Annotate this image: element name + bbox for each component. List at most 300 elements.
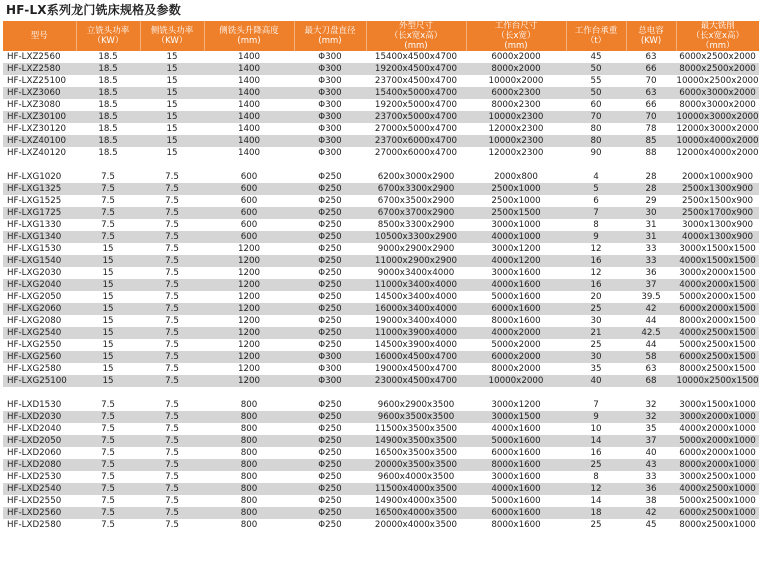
table-cell: 19200x4500x4700 bbox=[366, 63, 466, 75]
table-cell: 15 bbox=[76, 339, 140, 351]
table-cell: 88 bbox=[626, 147, 676, 159]
table-cell: 5000x2000x1000 bbox=[676, 435, 759, 447]
table-row bbox=[3, 375, 759, 387]
table-cell: 4000x1500x1500 bbox=[676, 255, 759, 267]
table-cell: Φ250 bbox=[294, 303, 366, 315]
table-cell: 7 bbox=[566, 207, 626, 219]
group-separator bbox=[3, 387, 759, 399]
table-cell: 6000x1600 bbox=[466, 507, 566, 519]
table-cell: 4 bbox=[566, 171, 626, 183]
table-cell: 18 bbox=[566, 507, 626, 519]
model-cell: HF-LXD2540 bbox=[3, 483, 76, 495]
table-cell: 16500x4000x3500 bbox=[366, 507, 466, 519]
model-cell: HF-LXG1540 bbox=[3, 255, 76, 267]
table-cell: Φ250 bbox=[294, 495, 366, 507]
column-header-label: 最大刀盘直径 bbox=[304, 26, 356, 36]
table-cell: 44 bbox=[626, 315, 676, 327]
table-cell: 4000x2500x1500 bbox=[676, 327, 759, 339]
column-header-label: 总电容 bbox=[638, 26, 664, 36]
table-cell: 12000x2300 bbox=[466, 147, 566, 159]
column-header bbox=[626, 21, 676, 51]
column-header-sublabel: （KW） bbox=[92, 36, 124, 46]
table-cell: 7.5 bbox=[140, 303, 204, 315]
table-cell: 5000x2500x1500 bbox=[676, 339, 759, 351]
table-cell: 15 bbox=[76, 315, 140, 327]
table-cell: 5000x1600 bbox=[466, 495, 566, 507]
table-cell: 800 bbox=[204, 423, 294, 435]
column-header bbox=[76, 21, 140, 51]
table-cell: 3000x1200 bbox=[466, 243, 566, 255]
table-cell: 15 bbox=[76, 375, 140, 387]
table-cell: 33 bbox=[626, 243, 676, 255]
table-cell: 55 bbox=[566, 75, 626, 87]
table-cell: 14500x3400x4000 bbox=[366, 291, 466, 303]
model-cell: HF-LXG2040 bbox=[3, 279, 76, 291]
table-cell: 7.5 bbox=[140, 231, 204, 243]
table-cell: 21 bbox=[566, 327, 626, 339]
table-cell: 800 bbox=[204, 447, 294, 459]
table-cell: 25 bbox=[566, 303, 626, 315]
table-cell: 2000x1000x900 bbox=[676, 171, 759, 183]
table-cell: Φ300 bbox=[294, 351, 366, 363]
page-title: HF-LX系列龙门铣床规格及参数 bbox=[6, 3, 181, 17]
table-cell: 80 bbox=[566, 123, 626, 135]
table-cell: 1400 bbox=[204, 99, 294, 111]
table-cell: 16 bbox=[566, 447, 626, 459]
table-cell: 7.5 bbox=[140, 195, 204, 207]
column-header bbox=[676, 21, 759, 51]
column-header-unit: (mm) bbox=[404, 41, 428, 51]
table-cell: 7.5 bbox=[140, 375, 204, 387]
table-cell: 12 bbox=[566, 243, 626, 255]
table-cell: 1200 bbox=[204, 255, 294, 267]
table-cell: 6000x2500x2000 bbox=[676, 51, 759, 63]
column-header-label: 侧铣头升降高度 bbox=[219, 26, 279, 36]
table-cell: 11500x4000x3500 bbox=[366, 483, 466, 495]
table-cell: 2000x800 bbox=[466, 171, 566, 183]
table-cell: 80 bbox=[566, 135, 626, 147]
table-cell: 1200 bbox=[204, 351, 294, 363]
table-cell: Φ250 bbox=[294, 435, 366, 447]
table-cell: 7.5 bbox=[140, 243, 204, 255]
table-cell: 800 bbox=[204, 507, 294, 519]
table-cell: 7.5 bbox=[140, 411, 204, 423]
table-row bbox=[3, 219, 759, 231]
table-cell: 42 bbox=[626, 303, 676, 315]
table-cell: 18.5 bbox=[76, 75, 140, 87]
table-cell: 600 bbox=[204, 195, 294, 207]
table-row bbox=[3, 171, 759, 183]
table-cell: 3000x1500x1000 bbox=[676, 399, 759, 411]
table-cell: 27000x6000x4700 bbox=[366, 147, 466, 159]
table-cell: 19000x4500x4700 bbox=[366, 363, 466, 375]
table-cell: 4000x1600 bbox=[466, 483, 566, 495]
table-cell: 18.5 bbox=[76, 99, 140, 111]
table-cell: 70 bbox=[626, 75, 676, 87]
table-cell: 7.5 bbox=[140, 399, 204, 411]
table-cell: 60 bbox=[566, 99, 626, 111]
table-cell: 600 bbox=[204, 171, 294, 183]
table-cell: 3000x1000 bbox=[466, 219, 566, 231]
table-cell: 8000x2500x1000 bbox=[676, 519, 759, 531]
table-cell: 18.5 bbox=[76, 51, 140, 63]
table-cell: 8000x2000x1000 bbox=[676, 459, 759, 471]
table-cell: 11500x3500x3500 bbox=[366, 423, 466, 435]
table-cell: 1200 bbox=[204, 279, 294, 291]
table-cell: Φ250 bbox=[294, 339, 366, 351]
table-cell: 18.5 bbox=[76, 135, 140, 147]
table-cell: 3000x1600 bbox=[466, 267, 566, 279]
table-cell: 6700x3700x2900 bbox=[366, 207, 466, 219]
table-cell: Φ250 bbox=[294, 327, 366, 339]
model-cell: HF-LXZ30100 bbox=[3, 111, 76, 123]
table-cell: 1200 bbox=[204, 315, 294, 327]
table-cell: 15 bbox=[140, 99, 204, 111]
table-cell: Φ250 bbox=[294, 315, 366, 327]
table-cell: 35 bbox=[626, 423, 676, 435]
table-cell: 4000x1000 bbox=[466, 231, 566, 243]
table-cell: 15 bbox=[140, 135, 204, 147]
table-cell: 15 bbox=[140, 147, 204, 159]
group-separator bbox=[3, 159, 759, 171]
table-cell: 7.5 bbox=[140, 447, 204, 459]
table-cell: 5000x1600 bbox=[466, 291, 566, 303]
column-header-label: 最大铣削 bbox=[700, 21, 735, 31]
table-cell: Φ250 bbox=[294, 219, 366, 231]
column-header bbox=[140, 21, 204, 51]
table-cell: 18.5 bbox=[76, 87, 140, 99]
table-cell: 14900x4000x3500 bbox=[366, 495, 466, 507]
table-cell: 6200x3000x2900 bbox=[366, 171, 466, 183]
table-cell: 1200 bbox=[204, 363, 294, 375]
table-cell: 28 bbox=[626, 183, 676, 195]
table-cell: 15400x5000x4700 bbox=[366, 87, 466, 99]
table-row bbox=[3, 255, 759, 267]
table-cell: 14900x3500x3500 bbox=[366, 435, 466, 447]
table-cell: 6000x2000x1500 bbox=[676, 303, 759, 315]
table-cell: 9600x3500x3500 bbox=[366, 411, 466, 423]
model-cell: HF-LXZ40100 bbox=[3, 135, 76, 147]
table-cell: 10000x2000 bbox=[466, 375, 566, 387]
table-cell: 2500x1300x900 bbox=[676, 183, 759, 195]
table-cell: Φ300 bbox=[294, 111, 366, 123]
table-cell: 7.5 bbox=[140, 183, 204, 195]
table-cell: 32 bbox=[626, 399, 676, 411]
table-cell: 39.5 bbox=[626, 291, 676, 303]
table-cell: Φ250 bbox=[294, 255, 366, 267]
model-cell: HF-LXG2580 bbox=[3, 363, 76, 375]
table-cell: Φ250 bbox=[294, 243, 366, 255]
column-header bbox=[466, 21, 566, 51]
table-header-row bbox=[3, 21, 759, 51]
table-cell: 4000x2500x1000 bbox=[676, 483, 759, 495]
table-cell: 7.5 bbox=[140, 483, 204, 495]
table-cell: 15 bbox=[140, 111, 204, 123]
table-cell: 36 bbox=[626, 483, 676, 495]
model-cell: HF-LXZ2580 bbox=[3, 63, 76, 75]
table-cell: 43 bbox=[626, 459, 676, 471]
table-cell: 16000x4500x4700 bbox=[366, 351, 466, 363]
column-header bbox=[204, 21, 294, 51]
table-cell: 78 bbox=[626, 123, 676, 135]
table-cell: 3000x1500 bbox=[466, 411, 566, 423]
table-cell: 5000x1600 bbox=[466, 435, 566, 447]
table-cell: Φ250 bbox=[294, 279, 366, 291]
table-row bbox=[3, 267, 759, 279]
table-cell: Φ300 bbox=[294, 87, 366, 99]
table-cell: 1400 bbox=[204, 135, 294, 147]
table-cell: 2500x1700x900 bbox=[676, 207, 759, 219]
table-cell: 7.5 bbox=[140, 471, 204, 483]
table-row bbox=[3, 147, 759, 159]
model-cell: HF-LXZ30120 bbox=[3, 123, 76, 135]
model-cell: HF-LXG2540 bbox=[3, 327, 76, 339]
table-cell: 33 bbox=[626, 255, 676, 267]
table-cell: 7.5 bbox=[76, 447, 140, 459]
model-cell: HF-LXG1725 bbox=[3, 207, 76, 219]
table-cell: Φ300 bbox=[294, 75, 366, 87]
table-cell: 19000x3400x4000 bbox=[366, 315, 466, 327]
table-cell: 3000x1300x900 bbox=[676, 219, 759, 231]
table-cell: 8000x2000x1500 bbox=[676, 315, 759, 327]
table-cell: 63 bbox=[626, 87, 676, 99]
table-cell: 1200 bbox=[204, 243, 294, 255]
table-row bbox=[3, 207, 759, 219]
table-row bbox=[3, 231, 759, 243]
table-cell: 7.5 bbox=[140, 519, 204, 531]
table-row bbox=[3, 195, 759, 207]
column-header-label: 立铣头功率 bbox=[86, 26, 130, 36]
column-header-label: 外型尺寸 bbox=[398, 21, 433, 31]
table-cell: 9000x2900x2900 bbox=[366, 243, 466, 255]
column-header-unit: (mm) bbox=[504, 41, 528, 51]
table-cell: 50 bbox=[566, 87, 626, 99]
table-cell: 12000x4000x2000 bbox=[676, 148, 759, 158]
table-cell: 800 bbox=[204, 411, 294, 423]
table-cell: 7.5 bbox=[140, 267, 204, 279]
table-cell: 30 bbox=[566, 315, 626, 327]
model-cell: HF-LXG1340 bbox=[3, 231, 76, 243]
table-cell: 12000x2300 bbox=[466, 123, 566, 135]
table-cell: 4000x2000x1500 bbox=[676, 279, 759, 291]
table-cell: 5000x2500x1000 bbox=[676, 495, 759, 507]
table-cell: 90 bbox=[566, 147, 626, 159]
model-cell: HF-LXG25100 bbox=[3, 375, 76, 387]
table-cell: 3000x2000x1500 bbox=[676, 267, 759, 279]
table-cell: 3000x1500x1500 bbox=[676, 243, 759, 255]
table-cell: 15 bbox=[76, 327, 140, 339]
table-cell: 1400 bbox=[204, 51, 294, 63]
table-cell: 8000x2500x2000 bbox=[676, 63, 759, 75]
table-cell: 3000x2500x1000 bbox=[676, 471, 759, 483]
table-cell: 600 bbox=[204, 219, 294, 231]
table-cell: 31 bbox=[626, 219, 676, 231]
table-cell: 7.5 bbox=[140, 255, 204, 267]
table-cell: 1400 bbox=[204, 111, 294, 123]
table-row bbox=[3, 363, 759, 375]
table-cell: 18.5 bbox=[76, 123, 140, 135]
table-cell: 10000x3000x2000 bbox=[676, 112, 759, 122]
table-cell: 800 bbox=[204, 471, 294, 483]
table-cell: 38 bbox=[626, 495, 676, 507]
table-cell: 1400 bbox=[204, 75, 294, 87]
table-row bbox=[3, 99, 759, 111]
table-cell: 800 bbox=[204, 519, 294, 531]
table-row bbox=[3, 435, 759, 447]
table-cell: 8000x1600 bbox=[466, 315, 566, 327]
table-cell: 14 bbox=[566, 435, 626, 447]
table-cell: Φ250 bbox=[294, 171, 366, 183]
table-cell: 50 bbox=[566, 63, 626, 75]
table-cell: 15 bbox=[76, 255, 140, 267]
table-cell: 68 bbox=[626, 375, 676, 387]
table-cell: 600 bbox=[204, 207, 294, 219]
table-row bbox=[3, 447, 759, 459]
model-cell: HF-LXD2030 bbox=[3, 411, 76, 423]
table-cell: 33 bbox=[626, 471, 676, 483]
table-cell: 6000x1600 bbox=[466, 303, 566, 315]
column-header-label: 工作台承重 bbox=[574, 26, 618, 36]
table-cell: 40 bbox=[566, 375, 626, 387]
table-cell: 15 bbox=[76, 279, 140, 291]
table-cell: 20000x3500x3500 bbox=[366, 459, 466, 471]
column-header-sublabel: (mm) bbox=[318, 36, 342, 46]
table-cell: 14 bbox=[566, 495, 626, 507]
table-row bbox=[3, 423, 759, 435]
table-cell: 15 bbox=[76, 243, 140, 255]
table-cell: 600 bbox=[204, 231, 294, 243]
table-row bbox=[3, 399, 759, 411]
table-cell: 7.5 bbox=[140, 327, 204, 339]
table-cell: 25 bbox=[566, 519, 626, 531]
table-cell: 15 bbox=[140, 123, 204, 135]
table-cell: 8500x3300x2900 bbox=[366, 219, 466, 231]
table-row bbox=[3, 87, 759, 99]
table-cell: Φ250 bbox=[294, 447, 366, 459]
table-cell: 15 bbox=[76, 291, 140, 303]
column-header-label: 侧铣头功率 bbox=[150, 26, 194, 36]
model-cell: HF-LXZ2560 bbox=[3, 51, 76, 63]
table-cell: 7.5 bbox=[76, 219, 140, 231]
table-cell: Φ300 bbox=[294, 123, 366, 135]
table-cell: 36 bbox=[626, 267, 676, 279]
table-cell: 7.5 bbox=[76, 195, 140, 207]
table-cell: 12000x3000x2000 bbox=[676, 124, 759, 134]
table-cell: 42 bbox=[626, 507, 676, 519]
table-cell: 7.5 bbox=[76, 207, 140, 219]
table-cell: 8000x3000x2000 bbox=[676, 99, 759, 111]
table-cell: 9600x2900x3500 bbox=[366, 399, 466, 411]
table-cell: 6000x3000x2000 bbox=[676, 87, 759, 99]
model-cell: HF-LXG1020 bbox=[3, 171, 76, 183]
table-cell: 800 bbox=[204, 483, 294, 495]
table-cell: 11000x3900x4000 bbox=[366, 327, 466, 339]
table-cell: 30 bbox=[566, 351, 626, 363]
spec-table bbox=[3, 21, 759, 531]
table-cell: 1400 bbox=[204, 147, 294, 159]
table-cell: 9000x3400x4000 bbox=[366, 267, 466, 279]
table-cell: Φ300 bbox=[294, 363, 366, 375]
table-cell: 16500x3500x3500 bbox=[366, 447, 466, 459]
table-cell: 23700x6000x4700 bbox=[366, 135, 466, 147]
table-cell: 9 bbox=[566, 231, 626, 243]
column-header-sublabel: （长x宽） bbox=[496, 31, 536, 41]
table-cell: 4000x1600 bbox=[466, 423, 566, 435]
table-cell: 19200x5000x4700 bbox=[366, 99, 466, 111]
table-cell: Φ250 bbox=[294, 507, 366, 519]
table-cell: 1200 bbox=[204, 327, 294, 339]
table-cell: Φ250 bbox=[294, 459, 366, 471]
table-row bbox=[3, 507, 759, 519]
table-cell: 35 bbox=[566, 363, 626, 375]
table-cell: 15 bbox=[140, 51, 204, 63]
table-cell: 6700x3300x2900 bbox=[366, 183, 466, 195]
table-cell: Φ250 bbox=[294, 471, 366, 483]
table-cell: Φ250 bbox=[294, 231, 366, 243]
table-cell: 18.5 bbox=[76, 147, 140, 159]
table-cell: 7.5 bbox=[140, 495, 204, 507]
table-cell: Φ250 bbox=[294, 399, 366, 411]
table-cell: Φ250 bbox=[294, 483, 366, 495]
table-cell: 7.5 bbox=[140, 279, 204, 291]
table-cell: 25 bbox=[566, 339, 626, 351]
table-cell: 8000x1600 bbox=[466, 519, 566, 531]
table-cell: 6000x2000 bbox=[466, 351, 566, 363]
table-row bbox=[3, 315, 759, 327]
table-row bbox=[3, 495, 759, 507]
table-cell: 12 bbox=[566, 267, 626, 279]
table-cell: 4000x1300x900 bbox=[676, 231, 759, 243]
table-cell: 800 bbox=[204, 459, 294, 471]
table-cell: 7.5 bbox=[140, 423, 204, 435]
table-row bbox=[3, 75, 759, 87]
table-cell: 8000x2500x1500 bbox=[676, 363, 759, 375]
table-cell: 2500x1000 bbox=[466, 195, 566, 207]
table-cell: 10000x2300 bbox=[466, 111, 566, 123]
model-cell: HF-LXG1525 bbox=[3, 195, 76, 207]
model-cell: HF-LXD2580 bbox=[3, 519, 76, 531]
table-cell: 2500x1000 bbox=[466, 183, 566, 195]
table-row bbox=[3, 411, 759, 423]
table-cell: 800 bbox=[204, 399, 294, 411]
table-cell: 18.5 bbox=[76, 63, 140, 75]
table-cell: Φ300 bbox=[294, 147, 366, 159]
table-cell: 7 bbox=[566, 399, 626, 411]
table-cell: 15 bbox=[76, 351, 140, 363]
table-cell: 6000x2500x1500 bbox=[676, 351, 759, 363]
table-cell: 40 bbox=[626, 447, 676, 459]
table-row bbox=[3, 63, 759, 75]
table-cell: 1400 bbox=[204, 87, 294, 99]
model-cell: HF-LXZ3060 bbox=[3, 87, 76, 99]
table-cell: Φ300 bbox=[294, 99, 366, 111]
model-cell: HF-LXD2550 bbox=[3, 495, 76, 507]
column-header bbox=[366, 21, 466, 51]
table-cell: 10000x2300 bbox=[466, 135, 566, 147]
column-header bbox=[3, 21, 76, 51]
table-cell: 42.5 bbox=[626, 327, 676, 339]
table-cell: 9 bbox=[566, 411, 626, 423]
column-header bbox=[294, 21, 366, 51]
table-cell: 6000x1600 bbox=[466, 447, 566, 459]
table-cell: 7.5 bbox=[140, 207, 204, 219]
table-cell: 10000x2500x2000 bbox=[676, 76, 759, 86]
table-cell: Φ250 bbox=[294, 411, 366, 423]
table-cell: 7.5 bbox=[140, 339, 204, 351]
column-header-sublabel: (KW) bbox=[640, 36, 662, 46]
table-cell: Φ300 bbox=[294, 375, 366, 387]
table-cell: 66 bbox=[626, 63, 676, 75]
